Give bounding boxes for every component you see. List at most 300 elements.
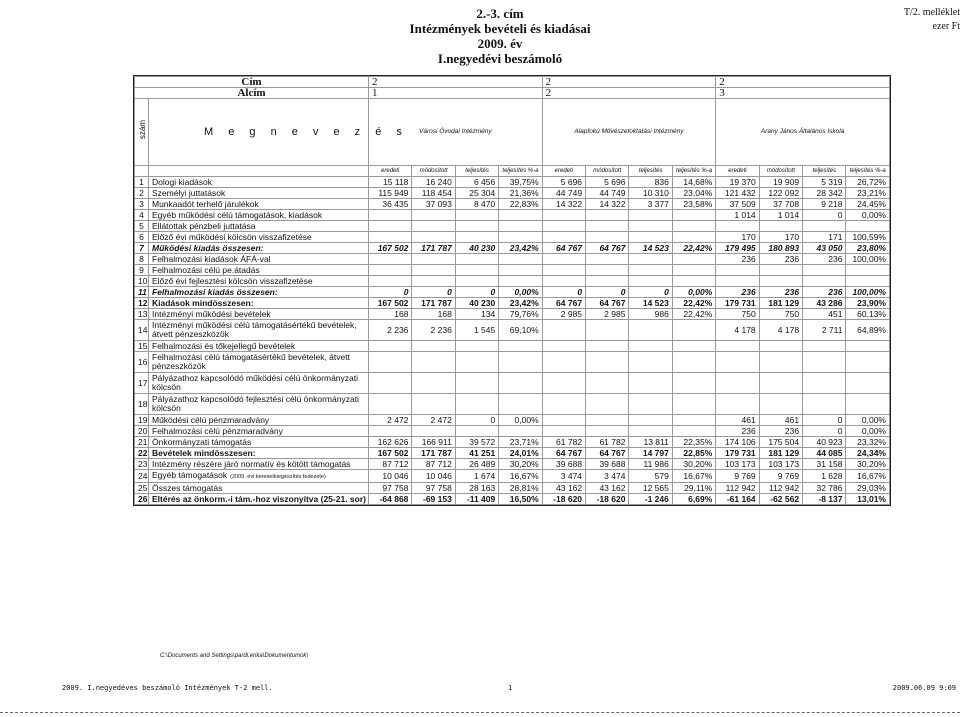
row-label <box>149 459 369 470</box>
value-cell: 179 731 <box>716 298 759 309</box>
row-label-text: Felhalmozási célú pénzmaradvány <box>152 426 283 436</box>
row-label-text: Működési célú pénzmaradvány <box>152 415 270 425</box>
value-cell: 19 370 <box>716 177 759 188</box>
value-cell: 69,10% <box>499 320 542 341</box>
value-cell <box>499 276 542 287</box>
row-label-text: Felhalmozási és tőkejellegű bevételek <box>152 341 296 351</box>
value-cell <box>846 394 890 415</box>
value-cell: 43 286 <box>803 298 846 309</box>
row-number: 11 <box>135 287 149 298</box>
cim-value-2: 2 <box>542 77 716 88</box>
value-cell: 179 495 <box>716 243 759 254</box>
value-cell: 39 688 <box>542 459 585 470</box>
row-label-text: Előző évi fejlesztési kölcsön visszafizetése <box>152 276 313 286</box>
value-cell: 13 811 <box>629 437 672 448</box>
value-cell <box>672 320 715 341</box>
table-row <box>135 254 890 265</box>
value-cell <box>629 352 672 373</box>
row-number: 4 <box>135 210 149 221</box>
value-cell: 134 <box>455 309 498 320</box>
row-label-text: Személyi juttatások <box>152 188 226 198</box>
szam-label: szám <box>138 120 147 140</box>
value-cell: 64 767 <box>586 298 629 309</box>
value-cell: 40 230 <box>455 243 498 254</box>
value-cell <box>672 254 715 265</box>
value-cell: 118 454 <box>412 188 455 199</box>
row-label-text: Munkaadót terhelő járulékok <box>152 199 259 209</box>
value-cell: 0 <box>412 287 455 298</box>
value-cell <box>803 265 846 276</box>
value-cell <box>846 265 890 276</box>
value-cell <box>499 254 542 265</box>
row-label-text: Pályázathoz kapcsolódó fejlesztési célú önkormányzati kölcsön <box>152 394 359 413</box>
value-cell: 79,76% <box>499 309 542 320</box>
value-cell <box>369 394 412 415</box>
table-row <box>135 276 890 287</box>
value-cell <box>412 232 455 243</box>
value-cell: 1 628 <box>803 470 846 483</box>
row-label <box>149 298 369 309</box>
value-cell: 10 310 <box>629 188 672 199</box>
value-cell <box>759 276 802 287</box>
value-cell <box>586 394 629 415</box>
row-number: 26 <box>135 494 149 505</box>
value-cell: 236 <box>759 254 802 265</box>
row-number: 14 <box>135 320 149 341</box>
row-number: 24 <box>135 470 149 483</box>
table-row <box>135 309 890 320</box>
value-cell: 0,00% <box>499 415 542 426</box>
row-label-text: Összes támogatás <box>152 483 223 493</box>
value-cell <box>369 210 412 221</box>
row-label-text: Egyéb támogatások <box>152 470 228 480</box>
value-cell: -8 137 <box>803 494 846 505</box>
col-teljesites-pct: teljesítés %-a <box>846 166 890 177</box>
value-cell <box>846 221 890 232</box>
value-cell <box>716 341 759 352</box>
row-label-text: Működési kiadás összesen: <box>152 243 264 253</box>
value-cell <box>846 373 890 394</box>
value-cell: 103 173 <box>716 459 759 470</box>
value-cell: 28 163 <box>455 483 498 494</box>
col-modositott: módosított <box>759 166 802 177</box>
value-cell: 21,36% <box>499 188 542 199</box>
value-cell <box>542 320 585 341</box>
value-cell <box>455 394 498 415</box>
value-cell: 2 236 <box>412 320 455 341</box>
value-cell: 30,20% <box>499 459 542 470</box>
value-cell <box>369 221 412 232</box>
value-cell <box>586 265 629 276</box>
value-cell: 16,67% <box>846 470 890 483</box>
row-label <box>149 494 369 505</box>
value-cell <box>629 341 672 352</box>
table-row <box>135 394 890 415</box>
value-cell <box>716 265 759 276</box>
value-cell <box>846 276 890 287</box>
alcim-row <box>135 88 890 99</box>
value-cell: 2 236 <box>369 320 412 341</box>
row-label-text: Előző évi működési kölcsön visszafizetése <box>152 232 312 242</box>
value-cell: 28 342 <box>803 188 846 199</box>
value-cell: 6 456 <box>455 177 498 188</box>
value-cell: 10 046 <box>412 470 455 483</box>
value-cell: 180 893 <box>759 243 802 254</box>
row-label-text: Felhalmozási kiadások ÁFÁ-val <box>152 254 271 264</box>
value-cell <box>759 373 802 394</box>
row-number: 1 <box>135 177 149 188</box>
value-cell: 39,75% <box>499 177 542 188</box>
value-cell: 26,72% <box>846 177 890 188</box>
value-cell <box>629 373 672 394</box>
value-cell: 750 <box>716 309 759 320</box>
value-cell <box>542 210 585 221</box>
row-label <box>149 243 369 254</box>
report-table <box>134 76 890 505</box>
value-cell: 179 731 <box>716 448 759 459</box>
value-cell: 461 <box>716 415 759 426</box>
value-cell: 39 572 <box>455 437 498 448</box>
value-cell <box>542 254 585 265</box>
value-cell: 64 767 <box>542 298 585 309</box>
value-cell <box>629 276 672 287</box>
col-teljesites-pct: teljesítés %-a <box>672 166 715 177</box>
value-cell: 24,34% <box>846 448 890 459</box>
value-cell: 0,00% <box>846 415 890 426</box>
value-cell <box>499 265 542 276</box>
value-cell <box>846 352 890 373</box>
value-cell <box>586 254 629 265</box>
value-cell: 175 504 <box>759 437 802 448</box>
corner-note <box>904 6 960 34</box>
value-cell: 181 129 <box>759 298 802 309</box>
value-cell: 112 942 <box>759 483 802 494</box>
row-number: 16 <box>135 352 149 373</box>
value-cell <box>672 426 715 437</box>
institution-3: Arany János Általános Iskola <box>716 99 890 166</box>
value-cell <box>672 415 715 426</box>
value-cell <box>542 394 585 415</box>
value-cell <box>369 265 412 276</box>
value-cell <box>629 415 672 426</box>
value-cell: -61 164 <box>716 494 759 505</box>
table-row <box>135 494 890 505</box>
value-cell: 15 118 <box>369 177 412 188</box>
value-cell: 11 986 <box>629 459 672 470</box>
row-label-note: (2009. évi keresetkiegészítés fedezete) <box>230 474 326 480</box>
col-teljesites: teljesítés <box>455 166 498 177</box>
value-cell: 171 787 <box>412 448 455 459</box>
table-row <box>135 177 890 188</box>
row-label-text: Felhalmozási kiadás összesen: <box>152 287 278 297</box>
value-cell <box>455 254 498 265</box>
value-cell <box>586 415 629 426</box>
value-cell: 16,50% <box>499 494 542 505</box>
value-cell: 30,20% <box>672 459 715 470</box>
value-cell <box>499 352 542 373</box>
value-cell <box>672 373 715 394</box>
value-cell: 8 470 <box>455 199 498 210</box>
value-cell: 23,42% <box>499 298 542 309</box>
value-cell: 6,69% <box>672 494 715 505</box>
row-label <box>149 394 369 415</box>
row-label <box>149 426 369 437</box>
value-cell: 12 565 <box>629 483 672 494</box>
value-cell: 14 523 <box>629 243 672 254</box>
value-cell <box>455 426 498 437</box>
value-cell: 13,01% <box>846 494 890 505</box>
value-cell: 174 106 <box>716 437 759 448</box>
value-cell <box>629 394 672 415</box>
alcim-value-3: 3 <box>716 88 890 99</box>
value-cell <box>499 210 542 221</box>
value-cell <box>455 373 498 394</box>
table-row <box>135 320 890 341</box>
value-cell <box>803 221 846 232</box>
value-cell <box>542 373 585 394</box>
value-cell: 236 <box>803 287 846 298</box>
value-cell: 579 <box>629 470 672 483</box>
value-cell: 0 <box>803 210 846 221</box>
row-label-text: Intézményi működési bevételek <box>152 309 271 319</box>
value-cell: 167 502 <box>369 243 412 254</box>
table-row <box>135 352 890 373</box>
value-cell: 9 769 <box>759 470 802 483</box>
value-cell: 43 162 <box>542 483 585 494</box>
value-cell <box>586 210 629 221</box>
header-line2: Intézmények bevételi és kiadásai <box>409 21 591 36</box>
value-cell: 103 173 <box>759 459 802 470</box>
row-number: 20 <box>135 426 149 437</box>
value-cell <box>803 373 846 394</box>
value-cell <box>542 415 585 426</box>
value-cell: 22,42% <box>672 298 715 309</box>
institution-1: Városi Óvodai Intézmény <box>369 99 543 166</box>
table-row <box>135 287 890 298</box>
value-cell <box>499 373 542 394</box>
header-line1: 2.-3. cím <box>476 6 524 21</box>
value-cell: 0 <box>586 287 629 298</box>
value-cell: 1 014 <box>759 210 802 221</box>
value-cell <box>716 373 759 394</box>
table-row <box>135 483 890 494</box>
value-cell: 181 129 <box>759 448 802 459</box>
cim-label: Cím <box>135 77 369 88</box>
row-label-text: Ellátottak pénzbeli juttatása <box>152 221 256 231</box>
row-label-text: Intézmény részére járó normatív és kötött támogatás <box>152 459 351 469</box>
value-cell: 167 502 <box>369 448 412 459</box>
value-cell <box>412 210 455 221</box>
row-label <box>149 254 369 265</box>
row-number: 25 <box>135 483 149 494</box>
value-cell <box>369 352 412 373</box>
row-number: 23 <box>135 459 149 470</box>
row-label <box>149 177 369 188</box>
value-cell: 171 <box>803 232 846 243</box>
value-cell <box>629 254 672 265</box>
value-cell: 43 162 <box>586 483 629 494</box>
value-cell <box>412 394 455 415</box>
institution-names-row <box>135 99 890 166</box>
value-cell <box>542 221 585 232</box>
institution-2: Alapfokú Művészetoktatási Intézmény <box>542 99 716 166</box>
value-cell: 37 708 <box>759 199 802 210</box>
value-cell <box>412 254 455 265</box>
col-modositott: módosított <box>586 166 629 177</box>
row-label <box>149 309 369 320</box>
value-cell <box>542 265 585 276</box>
table-row <box>135 298 890 309</box>
value-cell <box>412 352 455 373</box>
value-cell <box>455 232 498 243</box>
row-label <box>149 276 369 287</box>
value-cell <box>369 276 412 287</box>
value-cell: 24,01% <box>499 448 542 459</box>
value-cell: 16 240 <box>412 177 455 188</box>
value-cell: 162 626 <box>369 437 412 448</box>
table-row <box>135 470 890 483</box>
value-cell: 451 <box>803 309 846 320</box>
value-cell: 1 674 <box>455 470 498 483</box>
row-label <box>149 320 369 341</box>
cim-row <box>135 77 890 88</box>
header-line3: 2009. év <box>477 36 523 51</box>
value-cell: 23,58% <box>672 199 715 210</box>
value-cell <box>542 352 585 373</box>
value-cell: 64 767 <box>586 243 629 254</box>
table-row <box>135 415 890 426</box>
value-cell: 37 093 <box>412 199 455 210</box>
value-cell: 41 251 <box>455 448 498 459</box>
value-cell: 23,90% <box>846 298 890 309</box>
value-cell: 14,68% <box>672 177 715 188</box>
table-row <box>135 232 890 243</box>
value-cell: -18 620 <box>586 494 629 505</box>
row-label <box>149 210 369 221</box>
row-label-text: Eltérés az önkorm.-i tám.-hoz viszonyítva (25-21. sor) <box>152 494 366 504</box>
value-cell: 40 230 <box>455 298 498 309</box>
value-cell: 23,04% <box>672 188 715 199</box>
megnevezes-header: M e g n e v e z é s <box>149 99 369 166</box>
value-cell: 23,80% <box>846 243 890 254</box>
value-cell <box>759 394 802 415</box>
cim-value-1: 2 <box>369 77 543 88</box>
value-cell <box>629 232 672 243</box>
value-cell: -62 562 <box>759 494 802 505</box>
row-label <box>149 448 369 459</box>
value-cell: 2 985 <box>586 309 629 320</box>
value-cell: 171 787 <box>412 298 455 309</box>
row-number: 17 <box>135 373 149 394</box>
value-cell <box>369 254 412 265</box>
value-cell <box>586 373 629 394</box>
value-cell <box>846 341 890 352</box>
value-cell <box>672 394 715 415</box>
value-cell: 0 <box>629 287 672 298</box>
value-cell: 64 767 <box>542 448 585 459</box>
row-label <box>149 437 369 448</box>
value-cell <box>586 221 629 232</box>
value-cell <box>369 426 412 437</box>
value-cell <box>412 276 455 287</box>
footer-left: 2009. I.negyedéves beszámoló Intézmények T-2 mell. <box>62 684 273 692</box>
value-cell <box>672 232 715 243</box>
value-cell: 2 711 <box>803 320 846 341</box>
value-cell <box>629 221 672 232</box>
table-row <box>135 210 890 221</box>
row-number: 12 <box>135 298 149 309</box>
col-teljesites: teljesítés <box>629 166 672 177</box>
value-cell: 23,42% <box>499 243 542 254</box>
value-cell: 32 786 <box>803 483 846 494</box>
annex-label: T/2. melléklet <box>903 7 960 18</box>
value-cell: 44 749 <box>586 188 629 199</box>
value-cell: 87 712 <box>369 459 412 470</box>
footer-page-number: 1 <box>508 684 513 692</box>
value-cell: 28,81% <box>499 483 542 494</box>
value-cell: 97 758 <box>369 483 412 494</box>
alcim-value-2: 2 <box>542 88 716 99</box>
row-number: 10 <box>135 276 149 287</box>
value-cell: 19 909 <box>759 177 802 188</box>
cim-value-3: 2 <box>716 77 890 88</box>
value-cell <box>629 265 672 276</box>
value-cell <box>759 221 802 232</box>
value-cell <box>586 320 629 341</box>
value-cell: 167 502 <box>369 298 412 309</box>
value-cell: 4 178 <box>759 320 802 341</box>
row-label <box>149 415 369 426</box>
file-path: C:\Documents and Settings\pardi.erika\Dokumentumok\ <box>160 653 309 659</box>
value-cell: 64 767 <box>542 243 585 254</box>
value-cell: 0 <box>455 287 498 298</box>
value-cell: 2 472 <box>369 415 412 426</box>
header-line4: I.negyedévi beszámoló <box>437 51 563 66</box>
divider <box>0 712 960 713</box>
value-cell: 44 749 <box>542 188 585 199</box>
alcim-value-1: 1 <box>369 88 543 99</box>
value-cell: 22,35% <box>672 437 715 448</box>
value-cell <box>586 426 629 437</box>
row-label-text: Felhalmozási célú pe.átadás <box>152 265 260 275</box>
value-cell <box>803 341 846 352</box>
value-cell: 2 472 <box>412 415 455 426</box>
value-cell: 29,03% <box>846 483 890 494</box>
value-cell <box>499 394 542 415</box>
blank-cell <box>135 166 149 177</box>
table-row <box>135 243 890 254</box>
value-cell: 112 942 <box>716 483 759 494</box>
value-cell: -11 409 <box>455 494 498 505</box>
value-cell <box>716 221 759 232</box>
value-cell: 22,85% <box>672 448 715 459</box>
table-row <box>135 373 890 394</box>
row-number: 22 <box>135 448 149 459</box>
row-number: 8 <box>135 254 149 265</box>
value-cell: 14 523 <box>629 298 672 309</box>
column-labels-row <box>135 166 890 177</box>
value-cell: 121 432 <box>716 188 759 199</box>
value-cell: 236 <box>716 287 759 298</box>
row-label <box>149 232 369 243</box>
value-cell: 23,32% <box>846 437 890 448</box>
value-cell <box>586 276 629 287</box>
value-cell: 30,20% <box>846 459 890 470</box>
row-number: 9 <box>135 265 149 276</box>
value-cell <box>672 341 715 352</box>
value-cell <box>499 232 542 243</box>
value-cell: 1 014 <box>716 210 759 221</box>
